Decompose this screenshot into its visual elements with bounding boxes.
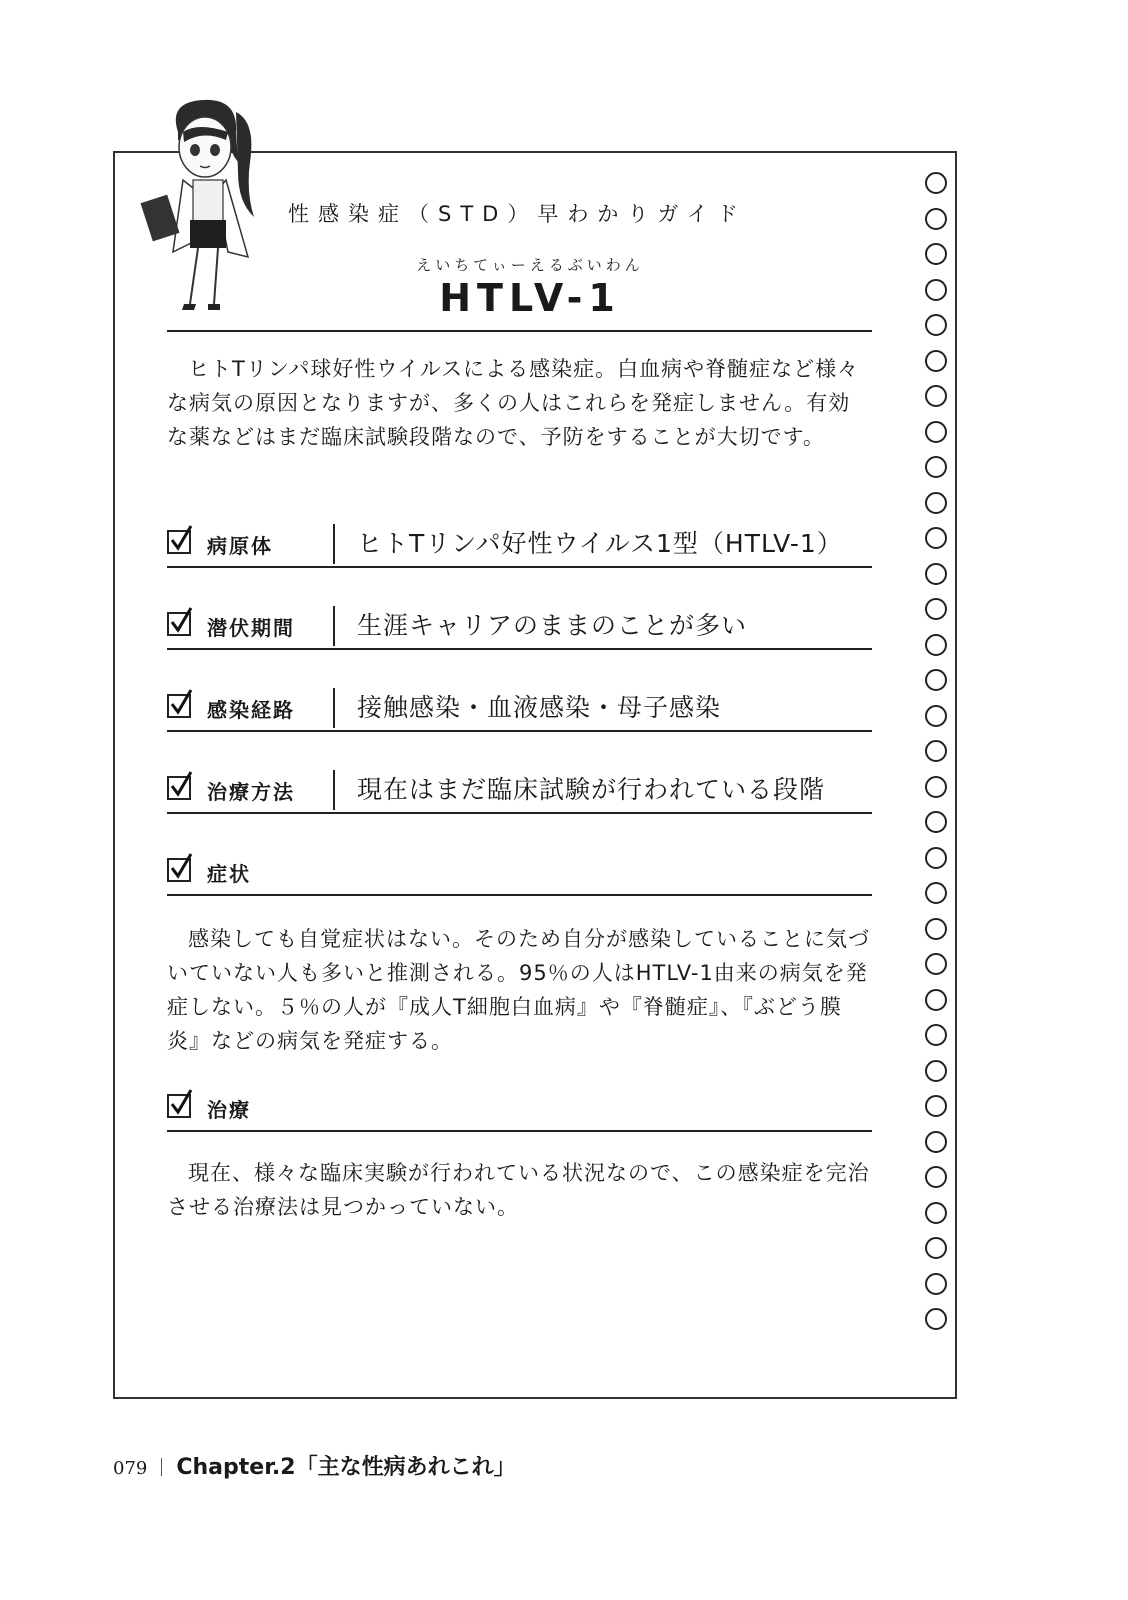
binding-ring bbox=[925, 918, 947, 940]
checkbox-icon bbox=[167, 776, 191, 800]
checkbox-icon bbox=[167, 612, 191, 636]
binding-ring bbox=[925, 598, 947, 620]
binding-ring bbox=[925, 634, 947, 656]
binding-ring bbox=[925, 563, 947, 585]
binding-ring bbox=[925, 1131, 947, 1153]
row-label: 治療方法 bbox=[207, 780, 295, 804]
info-row-route bbox=[167, 682, 872, 742]
binding-ring bbox=[925, 989, 947, 1011]
checkbox-icon bbox=[167, 530, 191, 554]
info-row-pathogen bbox=[167, 518, 872, 578]
row-rule bbox=[167, 648, 872, 650]
row-value: ヒトTリンパ好性ウイルス1型（HTLV-1） bbox=[357, 529, 843, 558]
symptoms-heading-row bbox=[167, 846, 872, 906]
intro-paragraph: ヒトTリンパ球好性ウイルスによる感染症。白血病や脊髄症など様々な病気の原因となりますが、多くの人はこれらを発症しません。有効な薬などはまだ臨床試験段階なので、予防をすることが大切です。 bbox=[167, 357, 860, 449]
treatment-heading-row bbox=[167, 1082, 872, 1142]
binding-ring bbox=[925, 1166, 947, 1188]
row-divider bbox=[333, 770, 335, 810]
binding-ring bbox=[925, 1273, 947, 1295]
binding-ring bbox=[925, 1202, 947, 1224]
binding-ring bbox=[925, 953, 947, 975]
binding-ring bbox=[925, 847, 947, 869]
binding-ring bbox=[925, 669, 947, 691]
binding-ring bbox=[925, 1024, 947, 1046]
doctor-mascot-illustration bbox=[138, 92, 268, 322]
row-rule bbox=[167, 566, 872, 568]
binding-ring bbox=[925, 279, 947, 301]
binding-ring bbox=[925, 527, 947, 549]
binding-ring bbox=[925, 776, 947, 798]
binding-ring bbox=[925, 1308, 947, 1330]
binding-ring bbox=[925, 314, 947, 336]
page-number: 079 bbox=[113, 1458, 148, 1479]
binding-ring bbox=[925, 1060, 947, 1082]
row-divider bbox=[333, 606, 335, 646]
binding-ring bbox=[925, 1237, 947, 1259]
treatment-paragraph: 現在、様々な臨床実験が行われている状況なので、この感染症を完治させる治療法は見つかっていない。 bbox=[167, 1161, 870, 1219]
title-divider bbox=[167, 330, 872, 332]
binding-ring bbox=[925, 882, 947, 904]
row-value: 接触感染・血液感染・母子感染 bbox=[357, 693, 722, 722]
binding-ring bbox=[925, 350, 947, 372]
info-row-treatment-method bbox=[167, 764, 872, 824]
page-footer bbox=[113, 1450, 516, 1481]
section-heading: 治療 bbox=[207, 1098, 251, 1122]
section-heading: 症状 bbox=[207, 862, 251, 886]
title-ruby: えいちてぃーえるぶいわん bbox=[416, 256, 644, 274]
binding-ring bbox=[925, 1095, 947, 1117]
chapter-title: Chapter.2「主な性病あれこれ」 bbox=[176, 1455, 516, 1480]
binding-ring bbox=[925, 740, 947, 762]
binding-ring bbox=[925, 492, 947, 514]
checkbox-icon bbox=[167, 858, 191, 882]
row-label: 潜伏期間 bbox=[207, 616, 295, 640]
binding-ring bbox=[925, 421, 947, 443]
row-rule bbox=[167, 812, 872, 814]
binding-ring bbox=[925, 172, 947, 194]
row-label: 感染経路 bbox=[207, 698, 295, 722]
row-rule bbox=[167, 730, 872, 732]
section-rule bbox=[167, 1130, 872, 1132]
section-rule bbox=[167, 894, 872, 896]
spiral-binding bbox=[925, 172, 955, 1344]
info-row-incubation bbox=[167, 600, 872, 660]
binding-ring bbox=[925, 208, 947, 230]
checkbox-icon bbox=[167, 694, 191, 718]
binding-ring bbox=[925, 811, 947, 833]
checkbox-icon bbox=[167, 1094, 191, 1118]
row-value: 現在はまだ臨床試験が行われている段階 bbox=[357, 775, 826, 804]
guide-title: 性感染症（STD）早わかりガイド bbox=[288, 202, 747, 226]
binding-ring bbox=[925, 456, 947, 478]
row-label: 病原体 bbox=[207, 534, 273, 558]
binding-ring bbox=[925, 385, 947, 407]
row-divider bbox=[333, 688, 335, 728]
row-value: 生涯キャリアのままのことが多い bbox=[357, 611, 748, 640]
symptoms-paragraph: 感染しても自覚症状はない。そのため自分が感染していることに気づいていない人も多いと推測される。95％の人はHTLV-1由来の病気を発症しない。５％の人が『成人T細胞白血病』や『脊髄症』、『ぶどう膜炎』などの病気を発症する。 bbox=[167, 927, 870, 1053]
page-title: HTLV-1 bbox=[439, 276, 621, 320]
row-divider bbox=[333, 524, 335, 564]
binding-ring bbox=[925, 705, 947, 727]
footer-separator bbox=[161, 1458, 162, 1476]
binding-ring bbox=[925, 243, 947, 265]
